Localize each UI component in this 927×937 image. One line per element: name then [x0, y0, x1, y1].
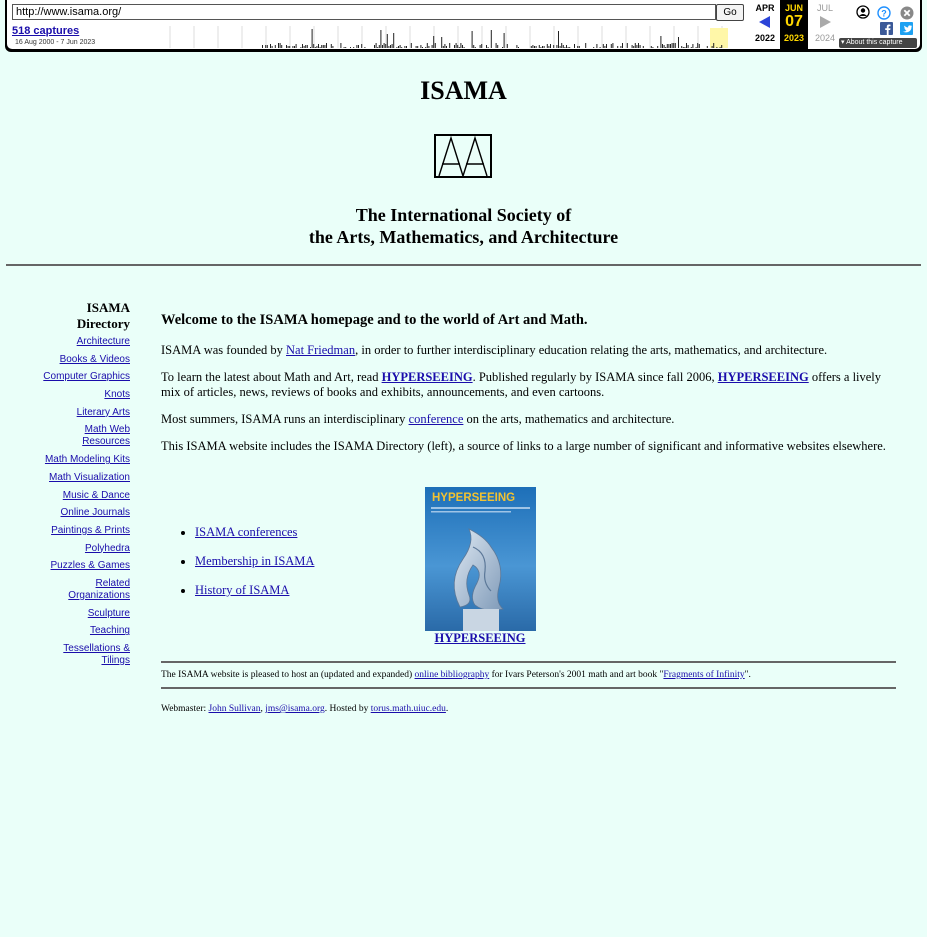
capture-bar [344, 47, 345, 48]
site-subtitle [0, 204, 927, 248]
capture-bar [577, 46, 578, 48]
capture-bar [560, 46, 561, 48]
sidebar-item-architecture[interactable]: Architecture [76, 336, 130, 347]
capture-bar [563, 45, 564, 48]
capture-bar [475, 47, 476, 48]
text: Most summers, ISAMA runs an interdisciplinary [161, 412, 409, 426]
capture-bar [561, 43, 562, 48]
capture-bar [288, 46, 289, 48]
capture-bar [323, 45, 324, 48]
sidebar-item-sculpture[interactable]: Sculpture [87, 607, 130, 619]
capture-bar [393, 33, 394, 48]
capture-bar [638, 43, 639, 48]
capture-bar [672, 43, 673, 48]
text: ". [744, 670, 751, 680]
capture-bar [313, 44, 314, 48]
svg-text:?: ? [881, 8, 887, 19]
site-title: ISAMA [420, 76, 507, 105]
capture-bar [480, 45, 481, 48]
capture-bar [657, 46, 658, 48]
text: offers a lively mix of articles, news, reviews of books and exhibits, announcements, and even cartoons. [161, 370, 882, 399]
hyperseeing-link-2[interactable]: HYPERSEEING [717, 370, 809, 384]
capture-bar [547, 44, 548, 48]
sidebar-item-math-visualization[interactable]: Math Visualization [49, 471, 130, 483]
capture-bar [379, 45, 380, 48]
wayback-toolbar-panel [7, 0, 920, 49]
capture-bar [585, 43, 586, 48]
isama-directory [10, 300, 130, 673]
capture-bar [294, 46, 295, 48]
membership-link[interactable]: Membership in ISAMA [195, 554, 315, 568]
capture-bar [428, 46, 429, 48]
capture-bar [275, 45, 276, 48]
capture-bar [435, 43, 436, 48]
capture-bar [302, 44, 303, 48]
sidebar-item-teaching[interactable]: Teaching [89, 625, 130, 637]
capture-bar [392, 44, 393, 48]
hyperseeing-paragraph [161, 370, 896, 400]
capture-bar [696, 47, 697, 48]
sidebar-item-polyhedra[interactable]: Polyhedra [84, 542, 130, 554]
list-item [195, 553, 395, 570]
sidebar-item-paintings-prints[interactable]: Paintings & Prints [51, 524, 130, 536]
founder-paragraph [161, 343, 896, 358]
capture-bar [553, 45, 554, 48]
capture-bar [312, 29, 313, 48]
capture-bar [531, 46, 532, 48]
next-month: JUL [816, 3, 833, 13]
text: The ISAMA website is pleased to host an (updated and expanded) [161, 670, 415, 680]
capture-bar [388, 46, 389, 48]
list-item [195, 582, 395, 599]
capture-bar [611, 44, 612, 48]
sidebar-item-label: Organizations [68, 589, 130, 601]
about-capture-label: About this capture [846, 39, 903, 46]
capture-bar [332, 46, 333, 48]
capture-bar [307, 45, 308, 48]
capture-bar [622, 43, 623, 48]
capture-bar [316, 46, 317, 48]
capture-bar [606, 44, 607, 48]
isama-links-list [161, 524, 395, 611]
capture-bar [600, 47, 601, 48]
hosting-note [161, 670, 896, 680]
capture-bar [667, 44, 668, 48]
capture-bar [473, 45, 474, 48]
capture-bar [265, 45, 266, 48]
capture-bar [459, 47, 460, 48]
sidebar-item-books-videos[interactable]: Books & Videos [59, 353, 130, 365]
capture-bar [262, 45, 263, 48]
capture-bar [300, 47, 301, 48]
capture-bar [491, 30, 492, 48]
capture-bar [712, 46, 713, 48]
online-bibliography-link[interactable]: online bibliography [414, 670, 490, 680]
current-year: 2023 [783, 33, 805, 43]
capture-bar [558, 31, 559, 48]
text: To learn the latest about Math and Art, read [161, 370, 382, 384]
welcome-heading: Welcome to the ISAMA homepage and to the world of Art and Math. [161, 312, 588, 328]
capture-bar [716, 47, 717, 48]
subtitle-line-1: The International Society of [355, 205, 572, 225]
subtitle-line-2: the Arts, Mathematics, and Architecture [308, 227, 619, 247]
capture-bar [321, 45, 322, 48]
capture-bar [390, 45, 391, 48]
capture-bar [281, 45, 282, 48]
capture-bar [427, 43, 428, 48]
capture-bar [603, 44, 604, 48]
capture-bar [627, 43, 628, 48]
sidebar-item-label: Related [95, 577, 130, 589]
sidebar-item-knots[interactable]: Knots [104, 389, 130, 401]
directory-title-line-1: ISAMA [86, 300, 130, 315]
chevron-down-icon: ▾ [841, 39, 845, 46]
capture-bar [454, 45, 455, 48]
sidebar-item-online-journals[interactable]: Online Journals [60, 507, 130, 519]
capture-bar [292, 46, 293, 48]
main-content [161, 312, 896, 466]
nat-friedman-link[interactable]: Nat Friedman [286, 343, 356, 357]
capture-bar [673, 43, 674, 48]
capture-bar [422, 47, 423, 48]
capture-bar [665, 47, 666, 48]
capture-bar [686, 43, 687, 48]
capture-bar [569, 47, 570, 48]
capture-bar [315, 47, 316, 48]
help-icon[interactable] [877, 6, 891, 20]
sidebar-item-label: Resources [82, 436, 130, 448]
capture-bar [432, 45, 433, 48]
capture-bar [350, 47, 351, 48]
capture-bar [272, 46, 273, 48]
user-icon[interactable] [856, 5, 870, 19]
capture-bar [425, 47, 426, 48]
capture-bar [481, 44, 482, 48]
text: for Ivars Peterson's 2001 math and art book " [489, 670, 664, 680]
divider [161, 687, 896, 689]
capture-bar [507, 44, 508, 48]
capture-bar [384, 43, 385, 48]
sidebar-item-label: Math Web [84, 424, 130, 436]
hyperseeing-link[interactable]: HYPERSEEING [381, 370, 473, 384]
about-capture-button[interactable] [839, 38, 917, 48]
sidebar-item-label: Tessellations & [63, 643, 130, 654]
capture-bar [536, 46, 537, 48]
capture-bar [612, 43, 613, 48]
fragments-of-infinity-link[interactable]: Fragments of Infinity [663, 670, 745, 680]
capture-bar [497, 45, 498, 48]
capture-bar [456, 43, 457, 48]
twitter-icon[interactable] [900, 22, 913, 35]
capture-bar [635, 43, 636, 48]
header-divider [6, 264, 921, 266]
capture-bar [488, 47, 489, 48]
capture-bar [633, 46, 634, 48]
sidebar-item-related-organizations[interactable] [10, 578, 130, 602]
capture-bar [684, 47, 685, 48]
capture-bar [278, 43, 279, 48]
capture-bar [636, 45, 637, 48]
sidebar-item-music-dance[interactable]: Music & Dance [62, 489, 130, 501]
go-button[interactable]: Go [716, 4, 744, 21]
capture-bar [449, 43, 450, 48]
close-icon[interactable] [900, 6, 914, 20]
current-month: JUN [784, 3, 803, 13]
prev-month: APR [755, 3, 775, 13]
sidebar-item-puzzles-games[interactable]: Puzzles & Games [50, 560, 130, 572]
capture-bar [675, 43, 676, 48]
isama-logo-icon [434, 134, 492, 178]
capture-bar [345, 47, 346, 48]
capture-bar [596, 44, 597, 48]
capture-bar [496, 43, 497, 48]
capture-bar [441, 37, 442, 48]
capture-bar [550, 44, 551, 48]
capture-bar [617, 46, 618, 48]
capture-bar [532, 45, 533, 48]
capture-bar [620, 46, 621, 48]
text: . Hosted by [324, 704, 371, 714]
capture-bar [464, 47, 465, 48]
capture-bar [651, 46, 652, 48]
prev-year: 2022 [754, 33, 776, 43]
capture-bar [382, 45, 383, 48]
capture-bar [681, 46, 682, 48]
list-item [195, 524, 395, 541]
capture-bar [632, 45, 633, 48]
capture-bar [556, 45, 557, 48]
sidebar-item-math-web-resources[interactable] [10, 424, 130, 448]
capture-bar [664, 45, 665, 48]
capture-sparkline[interactable] [162, 26, 742, 48]
capture-bar [324, 45, 325, 48]
capture-bar [289, 46, 290, 48]
capture-bar [472, 31, 473, 48]
sidebar-item-computer-graphics[interactable]: Computer Graphics [43, 371, 130, 383]
capture-bar [411, 43, 412, 48]
capture-bar [304, 46, 305, 48]
sidebar-item-math-modeling-kits[interactable]: Math Modeling Kits [44, 454, 130, 466]
capture-bar [305, 45, 306, 48]
capture-bar [310, 47, 311, 48]
capture-bar [652, 47, 653, 48]
text: , [260, 704, 266, 714]
capture-bar [542, 46, 543, 48]
current-day: 07 [785, 13, 803, 30]
capture-bar [380, 30, 381, 48]
capture-bar [433, 36, 434, 48]
calendar-prev[interactable] [750, 0, 780, 43]
capture-bar [540, 47, 541, 48]
capture-bar [721, 45, 722, 48]
capture-bar [534, 46, 535, 48]
capture-bar [377, 47, 378, 48]
capture-bar [267, 45, 268, 48]
capture-bar [713, 43, 714, 48]
capture-bar [697, 43, 698, 48]
capture-date-range: 16 Aug 2000 - 7 Jun 2023 [15, 39, 96, 46]
facebook-icon[interactable] [880, 22, 893, 35]
directory-paragraph: This ISAMA website includes the ISAMA Directory (left), a source of links to a large number of significant and informative websites elsewhere. [161, 439, 886, 453]
capture-bar [539, 45, 540, 48]
isama-conferences-link[interactable]: ISAMA conferences [195, 525, 298, 539]
webmaster-link[interactable]: John Sullivan [208, 704, 261, 714]
capture-bar [385, 44, 386, 48]
capture-bar [643, 46, 644, 48]
capture-bar [683, 47, 684, 48]
capture-bar [688, 45, 689, 48]
capture-bar [457, 45, 458, 48]
capture-bar [444, 44, 445, 48]
calendar-current [780, 0, 808, 50]
hyperseeing-cover-image[interactable] [425, 487, 536, 631]
capture-bar [574, 44, 575, 48]
capture-bar [518, 47, 519, 48]
capture-bar [640, 45, 641, 48]
capture-bar [326, 43, 327, 48]
conference-link[interactable]: conference [408, 412, 464, 426]
capture-bar [678, 37, 679, 48]
capture-bar [320, 47, 321, 48]
capture-bar [593, 47, 594, 48]
current-year-highlight [710, 28, 728, 48]
capture-bar [670, 44, 671, 48]
directory-title-line-2: Directory [76, 316, 130, 331]
capture-bar [564, 47, 565, 48]
email-link[interactable]: jms@isama.org [265, 704, 325, 714]
directory-title [10, 300, 130, 332]
capture-bar [548, 46, 549, 48]
host-link[interactable]: torus.math.uiuc.edu [370, 704, 446, 714]
capture-bar [401, 47, 402, 48]
capture-bar [358, 45, 359, 48]
capture-bar [280, 43, 281, 48]
capture-bar [400, 45, 401, 48]
capture-bar [502, 47, 503, 48]
capture-bar [374, 45, 375, 48]
capture-bar [420, 45, 421, 48]
cover-title: HYPERSEEING [432, 492, 516, 504]
capture-bar [504, 33, 505, 48]
capture-bar [579, 46, 580, 48]
prev-arrow-icon[interactable] [750, 13, 780, 31]
divider [161, 661, 896, 663]
capture-bar [286, 45, 287, 48]
wayback-toolbar [5, 0, 922, 52]
capture-bar [604, 46, 605, 48]
captures-link[interactable]: 518 captures [12, 25, 80, 37]
capture-bar [691, 47, 692, 48]
capture-bar [417, 46, 418, 48]
capture-bar [660, 36, 661, 48]
capture-bar [404, 46, 405, 48]
text: . [445, 704, 449, 714]
sidebar-item-literary-arts[interactable]: Literary Arts [76, 406, 130, 418]
capture-bar [516, 45, 517, 48]
capture-bar [387, 34, 388, 48]
capture-bar [443, 46, 444, 48]
next-year: 2024 [814, 33, 836, 43]
text: Webmaster: [161, 704, 209, 714]
capture-bar [446, 46, 447, 48]
calendar-next[interactable] [810, 0, 840, 43]
capture-bar [406, 46, 407, 48]
sidebar-item-label: Tilings [101, 655, 130, 666]
capture-bar [699, 44, 700, 48]
text: on the arts, mathematics and architecture. [463, 412, 675, 426]
capture-bar [398, 46, 399, 48]
capture-bar [376, 43, 377, 48]
url-input[interactable]: http://www.isama.org/ [12, 4, 716, 20]
capture-bar [668, 44, 669, 48]
hyperseeing-caption-link[interactable]: HYPERSEEING [434, 631, 526, 645]
text: , in order to further interdisciplinary education relating the arts, mathematics, and architecture. [355, 343, 828, 357]
capture-bar [486, 45, 487, 48]
sidebar-item-tessellations-tilings[interactable] [10, 643, 130, 667]
capture-bar [462, 45, 463, 48]
capture-bar [331, 44, 332, 48]
capture-bar [270, 44, 271, 48]
footer [161, 704, 896, 714]
text: ISAMA was founded by [161, 343, 286, 357]
capture-bar [416, 46, 417, 48]
history-link[interactable]: History of ISAMA [195, 583, 290, 597]
capture-bar [544, 46, 545, 48]
capture-bar [720, 47, 721, 48]
capture-bar [460, 43, 461, 48]
conference-paragraph [161, 412, 896, 427]
capture-bar [396, 47, 397, 48]
capture-bar [568, 47, 569, 48]
capture-bar [356, 45, 357, 48]
next-arrow-icon[interactable] [810, 13, 840, 31]
capture-bar [361, 44, 362, 48]
capture-bar [340, 43, 341, 48]
capture-bar [364, 47, 365, 48]
capture-bar [353, 47, 354, 48]
capture-bar [662, 44, 663, 48]
capture-bar [566, 45, 567, 48]
capture-bar [707, 46, 708, 48]
text: . Published regularly by ISAMA since fall 2006, [472, 370, 718, 384]
capture-bar [692, 44, 693, 48]
capture-bar [318, 44, 319, 48]
capture-bar [296, 44, 297, 48]
